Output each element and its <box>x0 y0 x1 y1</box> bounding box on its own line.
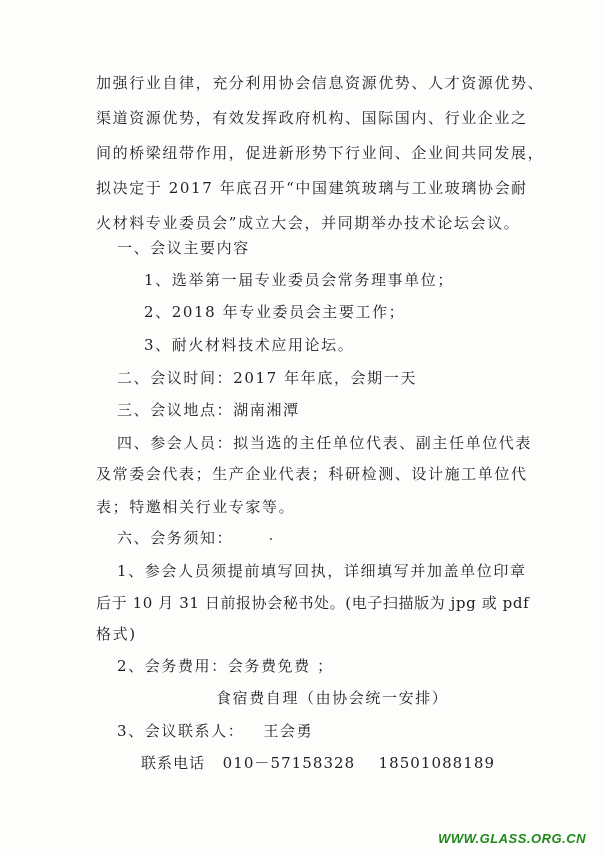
intro-line-4: 拟决定于 2017 年底召开“中国建筑玻璃与工业玻璃协会耐 <box>96 179 528 197</box>
meeting-time: 二、会议时间：2017 年年底，会期一天 <box>117 369 417 387</box>
notes-item-3-line-2: 联系电话 010－57158328 18501088189 <box>141 754 496 772</box>
intro-line-2: 渠道资源优势，有效发挥政府机构、国际国内、行业企业之 <box>96 109 528 127</box>
notes-item-2-line-2: 食宿费自理（由协会统一安排） <box>216 689 449 707</box>
notes-item-1-line-2: 后于 10 月 31 日前报协会秘书处。(电子扫描版为 jpg 或 pdf <box>96 594 530 612</box>
notes-heading: 六、会务须知： <box>117 529 234 547</box>
notes-item-2-line-1: 2、会务费用：会务费免费 ； <box>117 657 334 675</box>
agenda-item-3: 3、耐火材料技术应用论坛。 <box>144 336 355 354</box>
attendees-line-2: 及常委会代表；生产企业代表；科研检测、设计施工单位代 <box>96 465 528 483</box>
intro-line-5: 火材料专业委员会”成立大会，并同期举办技术论坛会议。 <box>96 214 521 232</box>
notes-item-1-line-1: 1、参会人员须提前填写回执，详细填写并加盖单位印章 <box>117 562 527 580</box>
attendees-line-3: 表；特邀相关行业专家等。 <box>96 498 296 516</box>
agenda-heading: 一、会议主要内容 <box>117 239 250 257</box>
meeting-location: 三、会议地点：湖南湘潭 <box>117 401 300 419</box>
notes-item-1-line-3: 格式) <box>96 625 137 643</box>
site-watermark: WWW.GLASS.ORG.CN <box>438 831 586 846</box>
notes-item-3-line-1: 3、会议联系人： 王会勇 <box>117 722 314 740</box>
intro-line-3: 间的桥梁纽带作用，促进新形势下行业间、企业间共同发展， <box>96 144 545 162</box>
attendees-line-1: 四、参会人员：拟当选的主任单位代表、副主任单位代表 <box>117 434 533 452</box>
agenda-item-2: 2、2018 年专业委员会主要工作； <box>144 303 406 321</box>
agenda-item-1: 1、选举第一届专业委员会常务理事单位； <box>144 271 454 289</box>
scan-speck <box>270 538 272 540</box>
intro-line-1: 加强行业自律，充分利用协会信息资源优势、人才资源优势、 <box>96 74 545 92</box>
